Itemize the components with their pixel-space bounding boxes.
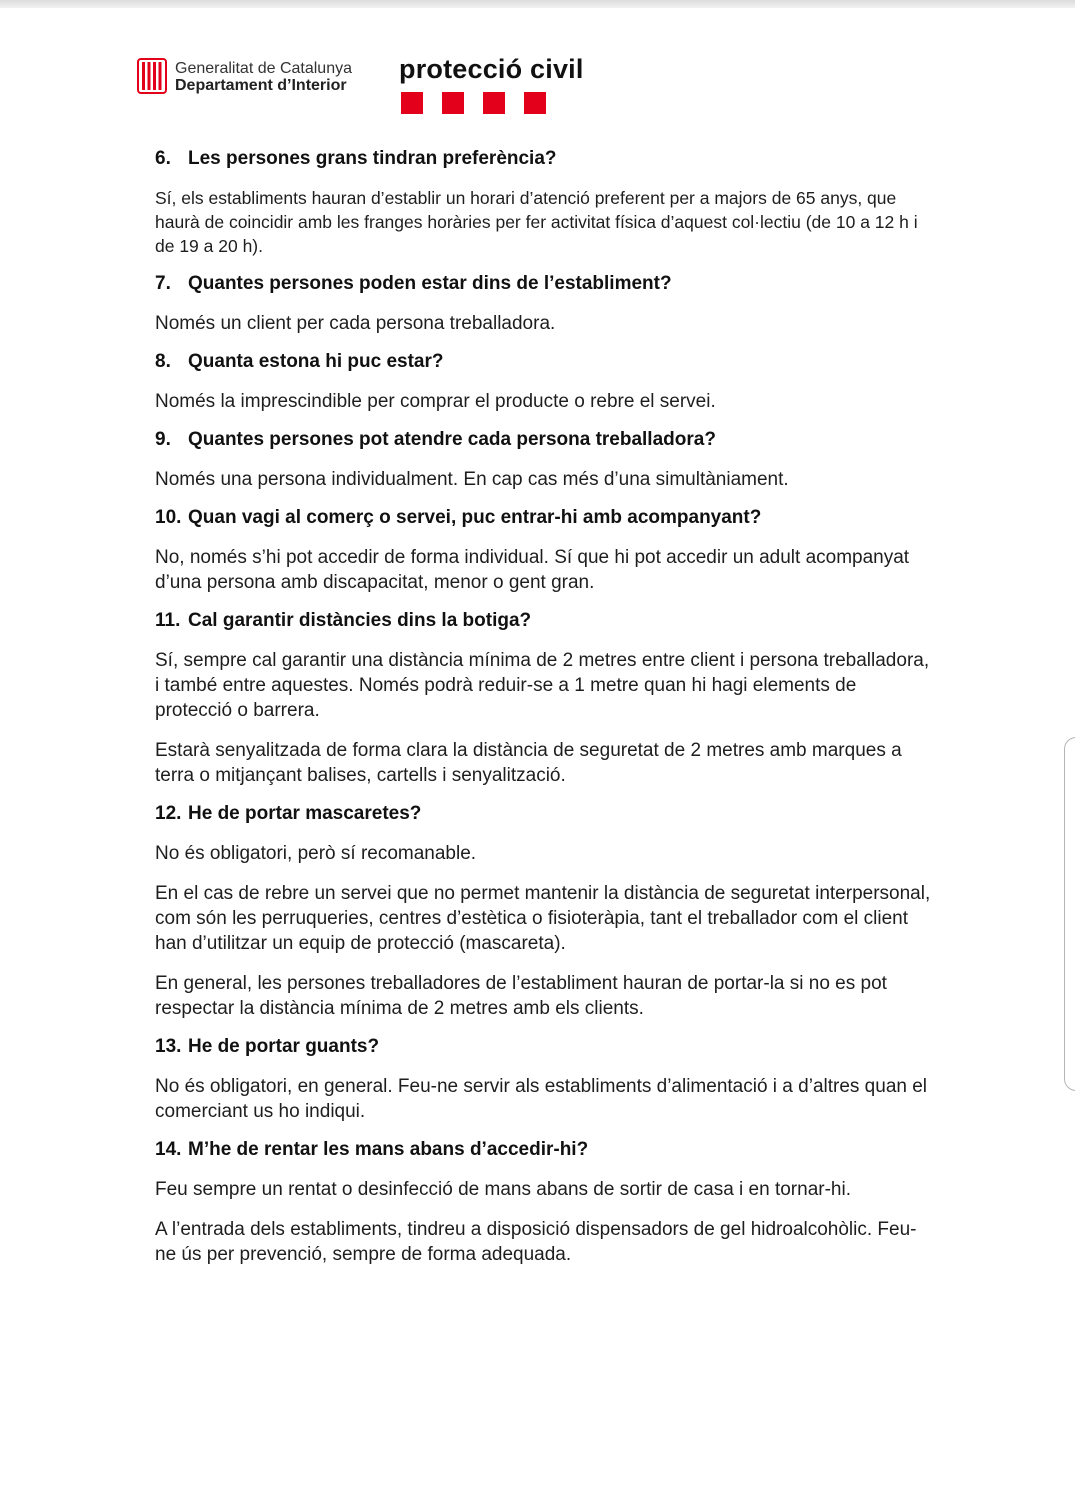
faq-answer: En el cas de rebre un servei que no permet mantenir la distància de seguretat interpersonal, com són les perruqueries, centres d’estètica o fisioteràpia, tant el treballador com el client han d’utilitzar un equip de protecció (mascareta). (155, 883, 931, 954)
generalitat-name (175, 60, 352, 94)
question-text: Quanta estona hi puc estar? (188, 351, 444, 372)
faq-content (155, 148, 935, 1282)
side-scroll-handle[interactable] (1064, 737, 1075, 1091)
faq-answer: Estarà senyalitzada de forma clara la distància de seguretat de 2 metres amb marques a terra o mitjançant balises, cartells i senyalització. (155, 740, 902, 786)
proteccio-civil-title: protecció civil (399, 54, 584, 84)
question-text: He de portar mascaretes? (188, 803, 422, 824)
question-number: 11. (155, 610, 181, 631)
question-number: 8. (155, 351, 171, 372)
question-number: 14. (155, 1139, 182, 1160)
faq-question (155, 429, 935, 451)
question-number: 10. (155, 507, 182, 528)
question-text: He de portar guants? (188, 1036, 380, 1057)
question-text: Quantes persones poden estar dins de l’establiment? (188, 273, 672, 294)
faq-answer: Només un client per cada persona treballadora. (155, 313, 556, 334)
document-header (137, 54, 657, 118)
faq-question (155, 1036, 935, 1058)
brand-square (442, 92, 464, 114)
question-text: Les persones grans tindran preferència? (188, 148, 557, 169)
question-number: 12. (155, 803, 182, 824)
faq-question (155, 610, 935, 632)
generalitat-line: Generalitat de Catalunya (175, 60, 352, 77)
question-number: 7. (155, 273, 171, 294)
question-text: Quantes persones pot atendre cada persona treballadora? (188, 429, 716, 450)
faq-answer: Sí, els establiments hauran d’establir un horari d’atenció preferent per a majors de 65 anys, que haurà de coincidir amb les franges horàries per fer activitat física d’aquest col·lectiu (de 10 a 12 h i de 19 a 20 h). (155, 188, 918, 256)
faq-answer: No, només s’hi pot accedir de forma individual. Sí que hi pot accedir un adult acompanyat d’una persona amb discapacitat, menor o gent gran. (155, 547, 910, 593)
question-number: 9. (155, 429, 171, 450)
faq-answer: No és obligatori, en general. Feu-ne servir als establiments d’alimentació i a d’altres quan el comerciant us ho indiqui. (155, 1076, 928, 1122)
faq-question (155, 148, 935, 170)
faq-question (155, 1139, 935, 1161)
faq-question (155, 351, 935, 373)
question-text: M’he de rentar les mans abans d’accedir-hi? (188, 1139, 589, 1160)
generalitat-flag-icon (137, 58, 167, 94)
faq-answer: En general, les persones treballadores de l’establiment hauran de portar-la si no es pot respectar la distància mínima de 2 metres amb els clients. (155, 973, 887, 1019)
question-text: Quan vagi al comerç o servei, puc entrar-hi amb acompanyant? (188, 507, 762, 528)
faq-question (155, 273, 935, 295)
proteccio-civil-squares (401, 92, 546, 114)
faq-answer: Només la imprescindible per comprar el producte o rebre el servei. (155, 391, 716, 412)
faq-answer: No és obligatori, però sí recomanable. (155, 843, 477, 864)
question-number: 6. (155, 148, 171, 169)
faq-answer: Feu sempre un rentat o desinfecció de mans abans de sortir de casa i en tornar-hi. (155, 1179, 851, 1200)
brand-square (524, 92, 546, 114)
faq-answer: A l’entrada dels establiments, tindreu a disposició dispensadors de gel hidroalcohòlic. Feu-ne ús per prevenció, sempre de forma adequada. (155, 1219, 917, 1265)
faq-answer: Sí, sempre cal garantir una distància mínima de 2 metres entre client i persona treballadora, i també entre aquestes. Només podrà reduir-se a 1 metre quan hi hagi elements de protecció o barrera. (155, 650, 930, 721)
brand-square (401, 92, 423, 114)
question-text: Cal garantir distàncies dins la botiga? (188, 610, 532, 631)
question-number: 13. (155, 1036, 182, 1057)
faq-question (155, 803, 935, 825)
top-edge-bar (0, 0, 1075, 8)
department-line: Departament d’Interior (175, 77, 347, 94)
faq-answer: Només una persona individualment. En cap cas més d’una simultàniament. (155, 469, 789, 490)
faq-question (155, 507, 935, 529)
brand-square (483, 92, 505, 114)
